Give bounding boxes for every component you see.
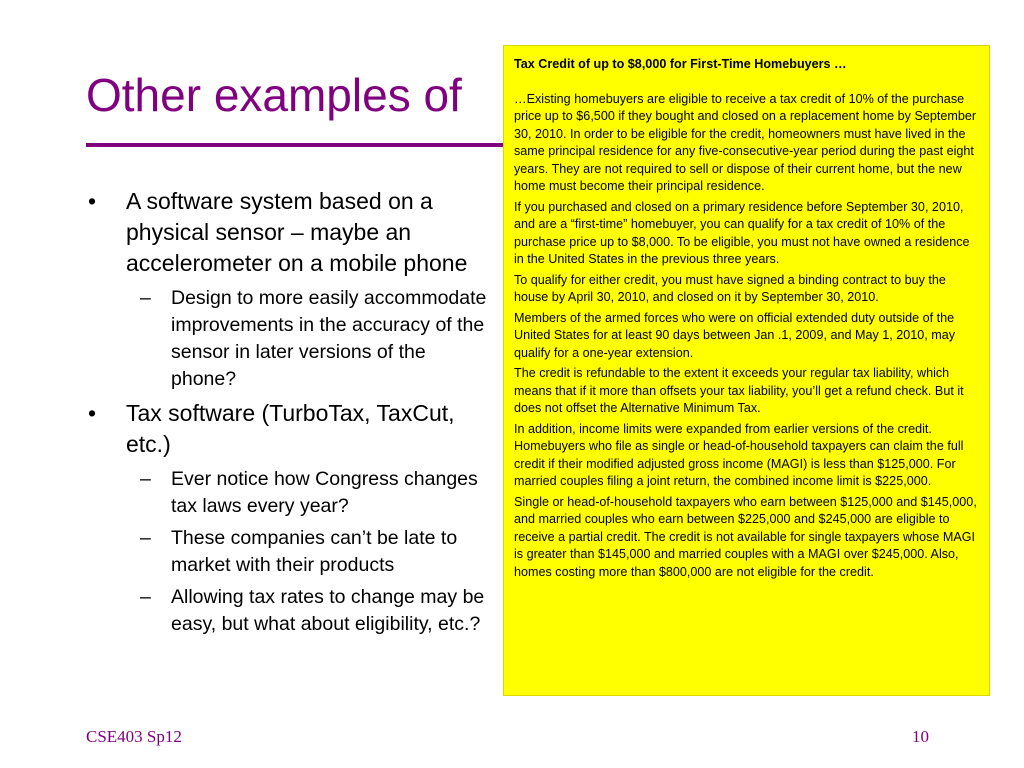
bullet-text: A software system based on a physical sensor – maybe an accelerometer on a mobile phone <box>126 188 468 276</box>
bullet-marker: • <box>88 188 97 214</box>
sub-bullet-item <box>88 584 488 638</box>
dash-marker: – <box>140 468 151 490</box>
callout-paragraph: The credit is refundable to the extent it exceeds your regular tax liability, which means that if it more than offsets your tax liability, you’ll get a refund check. But it does not offset the Alternative Minimum Tax. <box>514 366 964 415</box>
slide-number: 10 <box>912 727 929 746</box>
footer-course-label: CSE403 Sp12 <box>86 727 182 746</box>
sub-bullet-item <box>88 466 488 520</box>
callout-paragraph: Members of the armed forces who were on official extended duty outside of the United States for at least 90 days between Jan .1, 2009, and May 1, 2010, may qualify for a one-year extension. <box>514 310 956 360</box>
sub-bullet-item <box>88 525 488 579</box>
title-underline <box>86 143 506 147</box>
callout-paragraph: …Existing homebuyers are eligible to receive a tax credit of 10% of the purchase price up to $6,500 if they bought and closed on a replacement home by September 30, 2010. In order to be eligible for the credit, homeowners must have lived in the same principal residence for any five-consecutive-year period during the past eight years. They are not required to sell or dispose of their current home, but the new home must become their principal residence. <box>514 91 977 193</box>
callout-paragraph: To qualify for either credit, you must have signed a binding contract to buy the house by April 30, 2010, and closed on it by September 30, 2010. <box>514 272 946 304</box>
callout-heading: Tax Credit of up to $8,000 for First-Time Homebuyers … <box>514 57 847 71</box>
bullet-list <box>88 186 488 643</box>
bullet-item <box>88 398 488 460</box>
sub-bullet-text: These companies can’t be late to market with their products <box>171 527 458 576</box>
sub-bullet-item <box>88 285 488 393</box>
dash-marker: – <box>140 527 151 549</box>
sub-bullet-text: Design to more easily accommodate improvements in the accuracy of the sensor in later versions of the phone? <box>171 287 487 390</box>
bullet-item <box>88 186 488 279</box>
bullet-text: Tax software (TurboTax, TaxCut, etc.) <box>126 400 455 457</box>
callout-paragraph: If you purchased and closed on a primary residence before September 30, 2010, and are a “first-time” homebuyer, you can qualify for a tax credit of 10% of the purchase price up to $8,000. To be eligible, you must not have owned a residence in the United States in the previous three years. <box>514 199 970 266</box>
sub-bullet-text: Ever notice how Congress changes tax laws every year? <box>171 468 478 517</box>
slide-title: Other examples of <box>86 69 462 121</box>
callout-paragraph: Single or head-of-household taxpayers who earn between $125,000 and $145,000, and married couples who earn between $225,000 and $245,000 are eligible to receive a partial credit. The credit is not available for single taxpayers whose MAGI is greater than $145,000 and married couples with a MAGI over $245,000. Also, homes costing more than $800,000 are not eligible for the credit. <box>514 494 977 579</box>
dash-marker: – <box>140 586 151 608</box>
dash-marker: – <box>140 287 151 309</box>
sub-bullet-text: Allowing tax rates to change may be easy, but what about eligibility, etc.? <box>171 586 485 635</box>
bullet-marker: • <box>88 400 97 426</box>
tax-credit-callout <box>503 45 990 696</box>
callout-paragraph: In addition, income limits were expanded from earlier versions of the credit. Homebuyers who file as single or head-of-household taxpayers can claim the full credit if their modified adjusted gross income (MAGI) is less than $125,000. For married couples filing a joint return, the combined income limit is $225,000. <box>514 421 964 488</box>
